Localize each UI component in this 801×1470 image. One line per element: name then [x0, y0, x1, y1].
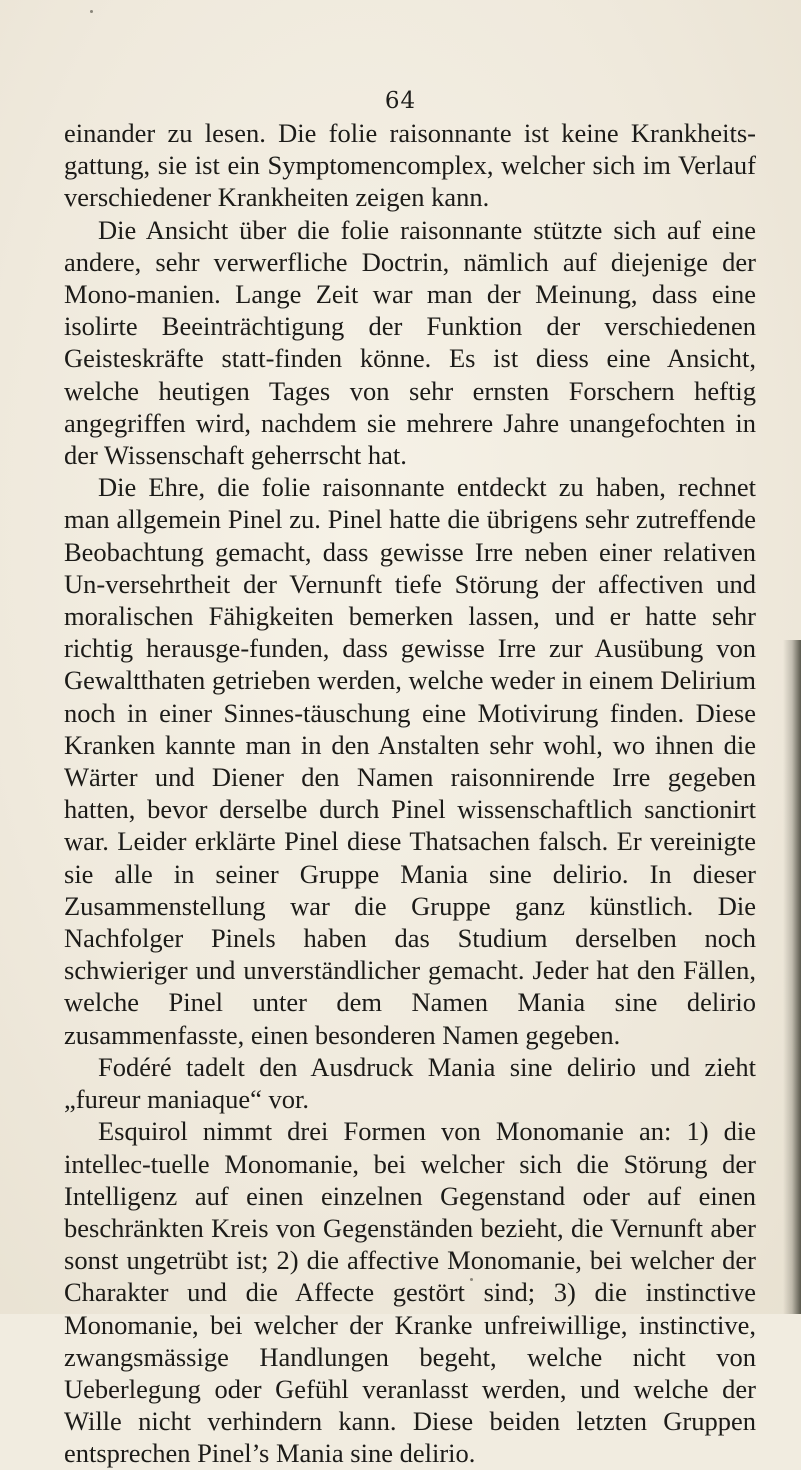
paragraph: einander zu lesen. Die folie raisonnante ist keine Krankheits-gattung, sie ist ein Symptomencomplex, welcher sich im Verlauf verschiedener Krankheiten zeigen kann.: [64, 118, 756, 213]
body-text: [64, 117, 756, 1470]
paragraph: Fodéré tadelt den Ausdruck Mania sine delirio und zieht „fureur maniaque“ vor.: [64, 1051, 756, 1115]
page-number: 64: [384, 88, 417, 114]
page-edge-shadow: [783, 640, 801, 1314]
paragraph: Die Ehre, die folie raisonnante entdeckt zu haben, rechnet man allgemein Pinel zu. Pinel hatte die übrigens sehr zutreffende Beobachtung gemacht, dass gewisse Irre neben einer relativen Un-versehrtheit der Vernunft tiefe Störung der affectiven und moralischen Fähigkeiten bemerken lassen, und er hatte sehr richtig herausge-funden, dass gewisse Irre zur Ausübung von Gewaltthaten getrieben werden, welche weder in einem Delirium noch in einer Sinnes-täuschung eine Motivirung finden. Diese Kranken kannte man in den Anstalten sehr wohl, wo ihnen die Wärter und Diener den Namen raisonnirende Irre gegeben hatten, bevor derselbe durch Pinel wissenschaftlich sanctionirt war. Leider erklärte Pinel diese Thatsachen falsch. Er vereinigte sie alle in seiner Gruppe Mania sine delirio. In dieser Zusammenstellung war die Gruppe ganz künstlich. Die Nachfolger Pinels haben das Studium derselben noch schwieriger und unverständlicher gemacht. Jeder hat den Fällen, welche Pinel unter dem Namen Mania sine delirio zusammenfasste, einen besonderen Namen gegeben.: [64, 472, 756, 1050]
paper-speck: [90, 10, 93, 13]
paragraph: Die Ansicht über die folie raisonnante stützte sich auf eine andere, sehr verwerfliche Doctrin, nämlich auf diejenige der Mono-manien. Lange Zeit war man der Meinung, dass eine isolirte Beeinträchtigung der Funktion der verschiedenen Geisteskräfte statt-finden könne. Es ist diess eine Ansicht, welche heutigen Tages von sehr ernsten Forschern heftig angegriffen wird, nachdem sie mehrere Jahre unangefochten in der Wissenschaft geherrscht hat.: [64, 214, 756, 471]
paragraph: Esquirol nimmt drei Formen von Monomanie an: 1) die intellec-tuelle Monomanie, bei welcher sich die Störung der Intelligenz auf einen einzelnen Gegenstand oder auf einen beschränkten Kreis von Gegenständen bezieht, die Vernunft aber sonst ungetrübt ist; 2) die affective Monomanie, bei welcher der Charakter und die Affecte gestört sind; 3) die instinctive Monomanie, bei welcher der Kranke unfreiwillige, instinctive, zwangsmässige Handlungen begeht, welche nicht von Ueberlegung oder Gefühl veranlasst werden, und welche der Wille nicht verhindern kann. Diese beiden letzten Gruppen entsprechen Pinel’s Mania sine delirio.: [64, 1116, 756, 1469]
